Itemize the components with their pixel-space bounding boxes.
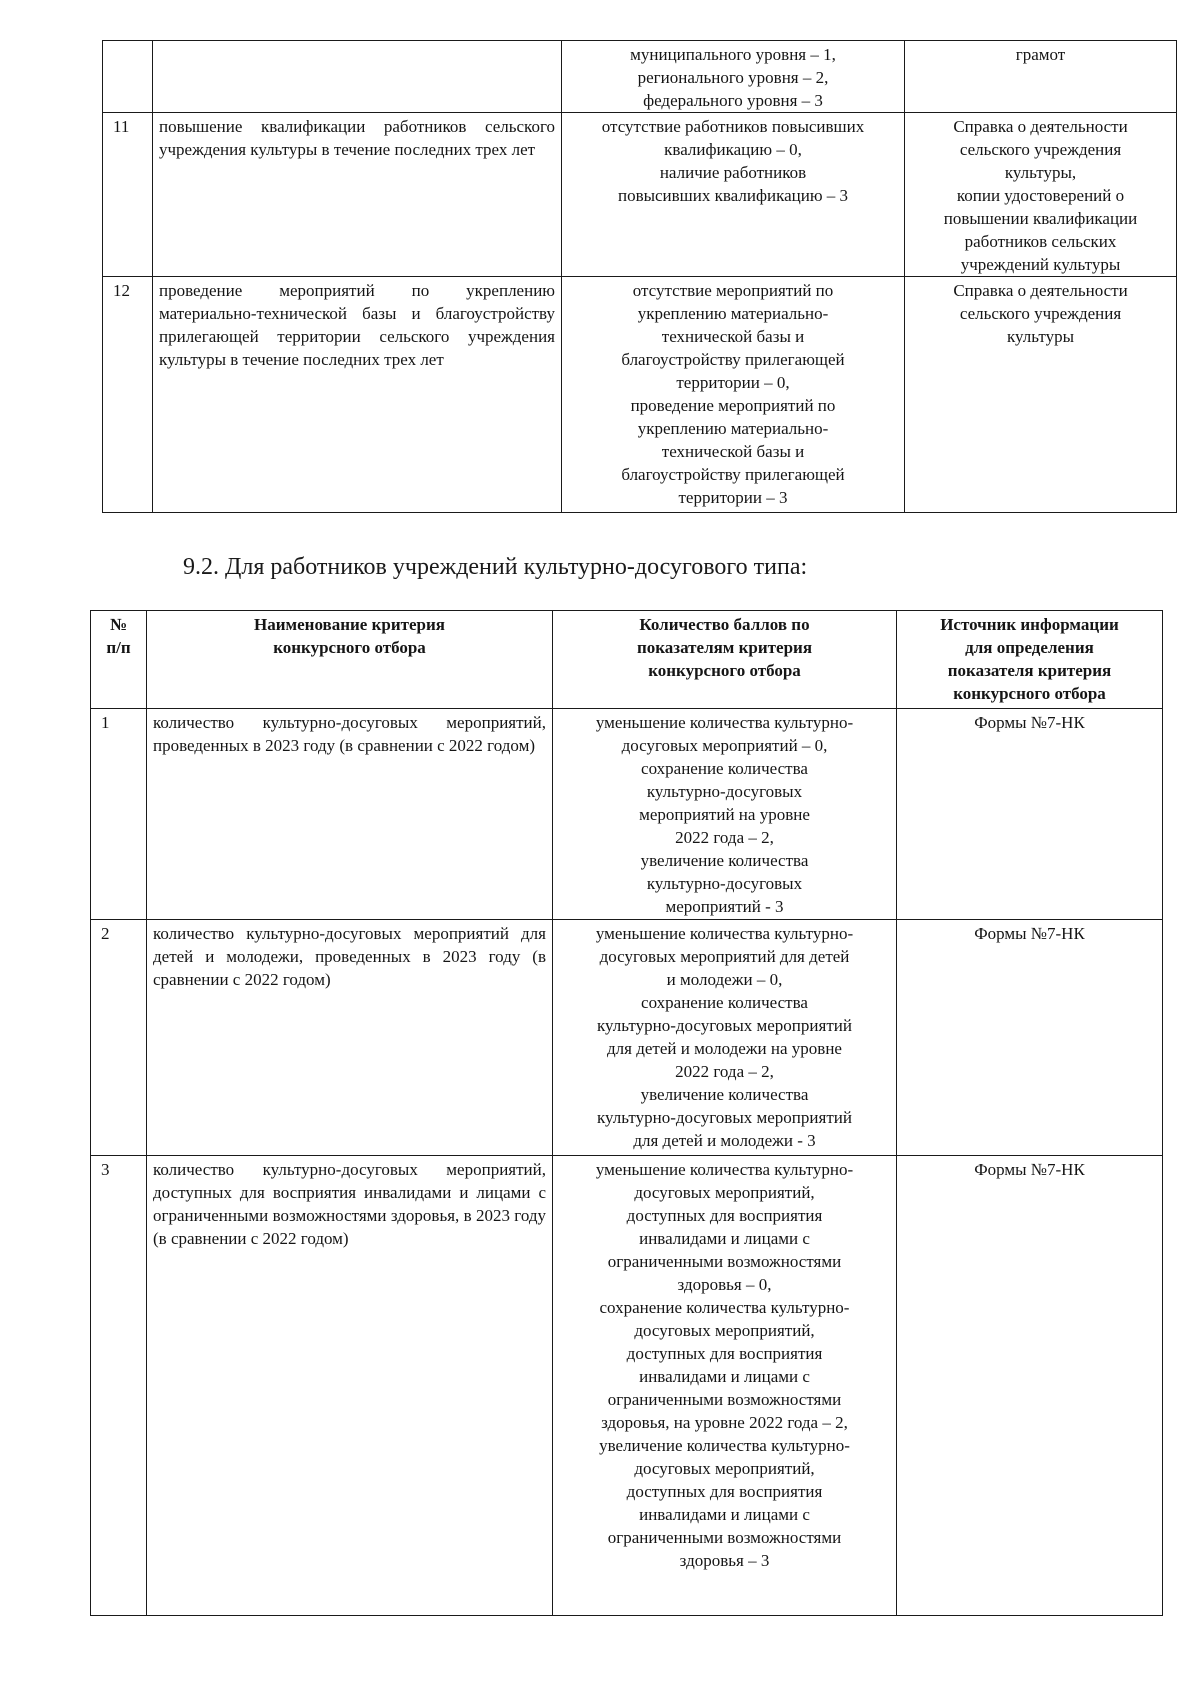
row-number-cell	[103, 41, 153, 113]
criterion-cell: количество культурно-досуговых мероприятий, доступных для восприятия инвалидами и лицами с ограниченными возможностями здоровья, в 2023 году (в сравнении с 2022 годом)	[147, 1156, 553, 1616]
criterion-cell: количество культурно-досуговых мероприятий, проведенных в 2023 году (в сравнении с 2022 годом)	[147, 709, 553, 920]
source-cell: Формы №7-НК	[897, 920, 1163, 1156]
criterion-cell	[153, 41, 562, 113]
criteria-table	[90, 610, 1163, 1616]
table-row	[91, 1156, 1163, 1616]
source-cell: Справка о деятельности сельского учреждения культуры	[905, 277, 1177, 513]
table-header-row	[91, 611, 1163, 709]
points-cell: уменьшение количества культурно- досуговых мероприятий для детей и молодежи – 0, сохранение количества культурно-досуговых мероприятий для детей и молодежи на уровне 2022 года – 2, увеличение количества культурно-досуговых мероприятий для детей и молодежи - 3	[553, 920, 897, 1156]
criterion-cell: проведение мероприятий по укреплению материально-технической базы и благоустройству прилегающей территории сельского учреждения культуры в течение последних трех лет	[153, 277, 562, 513]
row-number-cell: 12	[103, 277, 153, 513]
table-row	[91, 709, 1163, 920]
source-cell: грамот	[905, 41, 1177, 113]
source-cell: Формы №7-НК	[897, 709, 1163, 920]
criterion-cell: повышение квалификации работников сельского учреждения культуры в течение последних трех лет	[153, 113, 562, 277]
source-cell: Формы №7-НК	[897, 1156, 1163, 1616]
header-points: Количество баллов по показателям критерия конкурсного отбора	[553, 611, 897, 709]
criteria-table-continued	[102, 40, 1177, 513]
row-number-cell: 2	[91, 920, 147, 1156]
header-source: Источник информации для определения показателя критерия конкурсного отбора	[897, 611, 1163, 709]
header-criterion: Наименование критерия конкурсного отбора	[147, 611, 553, 709]
points-cell: муниципального уровня – 1, регионального уровня – 2, федерального уровня – 3	[562, 41, 905, 113]
row-number-cell: 3	[91, 1156, 147, 1616]
table-row	[103, 277, 1177, 513]
points-cell: отсутствие мероприятий по укреплению материально- технической базы и благоустройству прилегающей территории – 0, проведение мероприятий по укреплению материально- технической базы и благоустройству прилегающей территории – 3	[562, 277, 905, 513]
criterion-cell: количество культурно-досуговых мероприятий для детей и молодежи, проведенных в 2023 году (в сравнении с 2022 годом)	[147, 920, 553, 1156]
points-cell: уменьшение количества культурно- досуговых мероприятий – 0, сохранение количества культурно-досуговых мероприятий на уровне 2022 года – 2, увеличение количества культурно-досуговых мероприятий - 3	[553, 709, 897, 920]
table-row	[103, 41, 1177, 113]
source-cell: Справка о деятельности сельского учреждения культуры, копии удостоверений о повышении квалификации работников сельских учреждений культуры	[905, 113, 1177, 277]
row-number-cell: 11	[103, 113, 153, 277]
points-cell: уменьшение количества культурно- досуговых мероприятий, доступных для восприятия инвалидами и лицами с ограниченными возможностями здоровья – 0, сохранение количества культурно- досуговых мероприятий, доступных для восприятия инвалидами и лицами с ограниченными возможностями здоровья, на уровне 2022 года – 2, увеличение количества культурно- досуговых мероприятий, доступных для восприятия инвалидами и лицами с ограниченными возможностями здоровья – 3	[553, 1156, 897, 1616]
row-number-cell: 1	[91, 709, 147, 920]
table-row	[103, 113, 1177, 277]
table-row	[91, 920, 1163, 1156]
header-num: № п/п	[91, 611, 147, 709]
section-heading: 9.2. Для работников учреждений культурно-досугового типа:	[183, 554, 808, 580]
points-cell: отсутствие работников повысивших квалификацию – 0, наличие работников повысивших квалификацию – 3	[562, 113, 905, 277]
